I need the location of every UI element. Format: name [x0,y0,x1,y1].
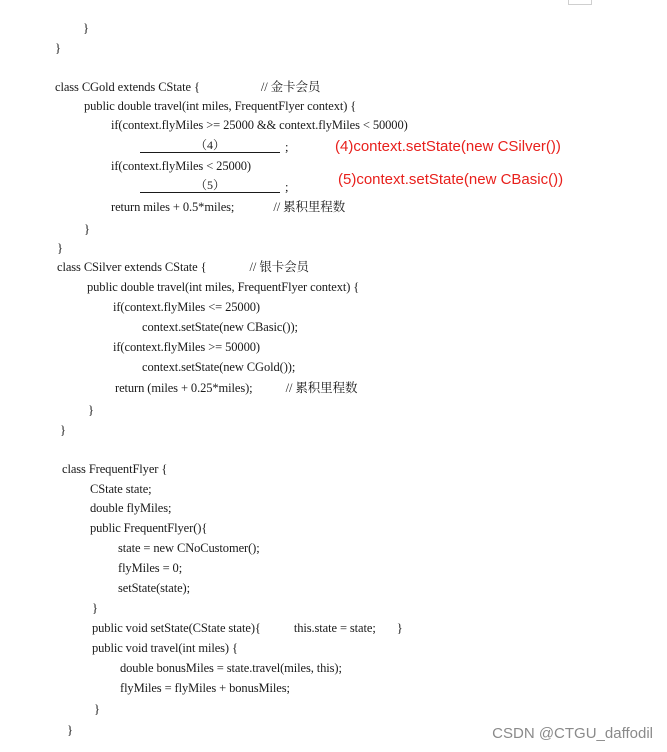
code-line: context.setState(new CGold()); [142,360,296,374]
csdn-watermark: CSDN @CTGU_daffodil [492,725,653,742]
code-line: public FrequentFlyer(){ [90,521,208,535]
answer-4-text: (4)context.setState(new CSilver()) [335,138,561,155]
class-declaration: class CSilver extends CState { [57,260,207,274]
code-comment: // 累积里程数 [285,381,358,395]
code-line: } [67,723,73,737]
code-line [111,199,345,215]
code-line [92,620,403,636]
code-semicolon: ; [285,140,289,154]
method-signature: public void setState(CState state){ [92,621,261,635]
code-line: double bonusMiles = state.travel(miles, this); [120,661,342,675]
page-corner-mark [568,0,592,5]
code-line: class FrequentFlyer { [62,462,168,476]
code-line: double flyMiles; [90,501,172,515]
code-line: if(context.flyMiles >= 25000 && context.flyMiles < 50000) [111,118,408,132]
code-line: if(context.flyMiles < 25000) [111,159,251,173]
code-line [57,259,309,275]
code-line: } [83,21,89,35]
code-line: } [55,41,61,55]
code-line: setState(state); [118,581,190,595]
answer-5-text: (5)context.setState(new CBasic()) [338,171,564,188]
code-line: public double travel(int miles, FrequentFlyer context) { [87,280,360,294]
class-declaration: class CGold extends CState { [55,80,200,94]
code-statement: return (miles + 0.25*miles); [115,381,253,395]
code-line [115,380,357,396]
code-line: context.setState(new CBasic()); [142,320,298,334]
code-line: if(context.flyMiles <= 25000) [113,300,260,314]
code-line: if(context.flyMiles >= 50000) [113,340,260,354]
code-comment: // 银卡会员 [249,260,309,274]
code-comment: // 累积里程数 [273,200,346,214]
code-comment: // 金卡会员 [260,80,321,94]
code-line: state = new CNoCustomer(); [118,541,260,555]
code-line: public double travel(int miles, FrequentFlyer context) { [84,99,357,113]
code-line: } [88,403,94,417]
code-line: flyMiles = flyMiles + bonusMiles; [120,681,290,695]
code-brace: } [396,621,403,635]
answer-blank-5: （5） [140,178,280,193]
code-line: CState state; [90,482,152,496]
code-line: } [94,702,100,716]
code-line: } [84,222,90,236]
code-semicolon: ; [285,180,289,194]
code-statement: return miles + 0.5*miles; [111,200,235,214]
answer-blank-4: （4） [140,138,280,153]
code-line: } [60,423,66,437]
code-line: flyMiles = 0; [118,561,183,575]
code-statement: this.state = state; [293,621,376,635]
code-line [55,79,320,95]
code-line: } [57,241,63,255]
code-line: public void travel(int miles) { [92,641,238,655]
code-line: } [92,601,98,615]
